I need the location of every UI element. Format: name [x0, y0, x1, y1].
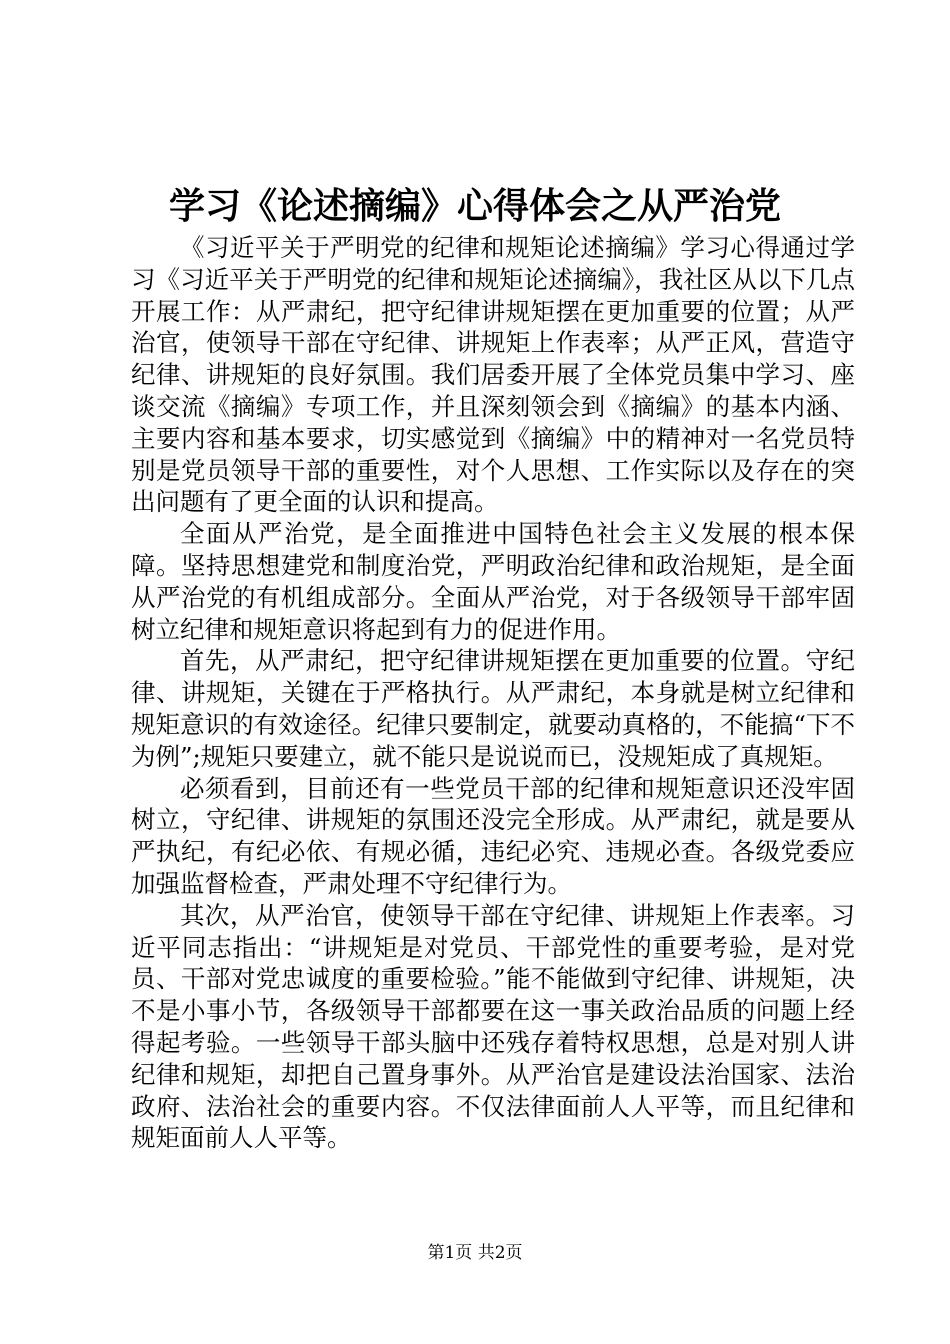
- paragraph-3: 首先，从严肃纪，把守纪律讲规矩摆在更加重要的位置。守纪律、讲规矩，关键在于严格执行。从严肃纪，本身就是树立纪律和规矩意识的有效途径。纪律只要制定，就要动真格的，不能搞“下不为例”;规矩只要建立，就不能只是说说而已，没规矩成了真规矩。: [131, 646, 855, 771]
- paragraph-4: 必须看到，目前还有一些党员干部的纪律和规矩意识还没牢固树立，守纪律、讲规矩的氛围还没完全形成。从严肃纪，就是要从严执纪，有纪必依、有规必循，违纪必究、违规必查。各级党委应加强监督检查，严肃处理不守纪律行为。: [131, 773, 855, 898]
- page-footer: 第1页 共2页: [427, 1243, 523, 1263]
- document-body: [131, 232, 855, 1154]
- paragraph-1: 《习近平关于严明党的纪律和规矩论述摘编》学习心得通过学习《习近平关于严明党的纪律和规矩论述摘编》，我社区从以下几点开展工作：从严肃纪，把守纪律讲规矩摆在更加重要的位置；从严治官，使领导干部在守纪律、讲规矩上作表率；从严正风，营造守纪律、讲规矩的良好氛围。我们居委开展了全体党员集中学习、座谈交流《摘编》专项工作，并且深刻领会到《摘编》的基本内涵、主要内容和基本要求，切实感觉到《摘编》中的精神对一名党员特别是党员领导干部的重要性，对个人思想、工作实际以及存在的突出问题有了更全面的认识和提高。: [131, 233, 855, 517]
- paragraph-2: 全面从严治党，是全面推进中国特色社会主义发展的根本保障。坚持思想建党和制度治党，严明政治纪律和政治规矩，是全面从严治党的有机组成部分。全面从严治党，对于各级领导干部牢固树立纪律和规矩意识将起到有力的促进作用。: [131, 519, 855, 644]
- paragraph-5: 其次，从严治官，使领导干部在守纪律、讲规矩上作表率。习近平同志指出：“讲规矩是对党员、干部党性的重要考验，是对党员、干部对党忠诚度的重要检验。”能不能做到守纪律、讲规矩，决不是小事小节，各级领导干部都要在这一事关政治品质的问题上经得起考验。一些领导干部头脑中还残存着特权思想，总是对别人讲纪律和规矩，却把自己置身事外。从严治官是建设法治国家、法治政府、法治社会的重要内容。不仅法律面前人人平等，而且纪律和规矩面前人人平等。: [131, 900, 855, 1153]
- document-title: 学习《论述摘编》心得体会之从严治党: [168, 185, 781, 227]
